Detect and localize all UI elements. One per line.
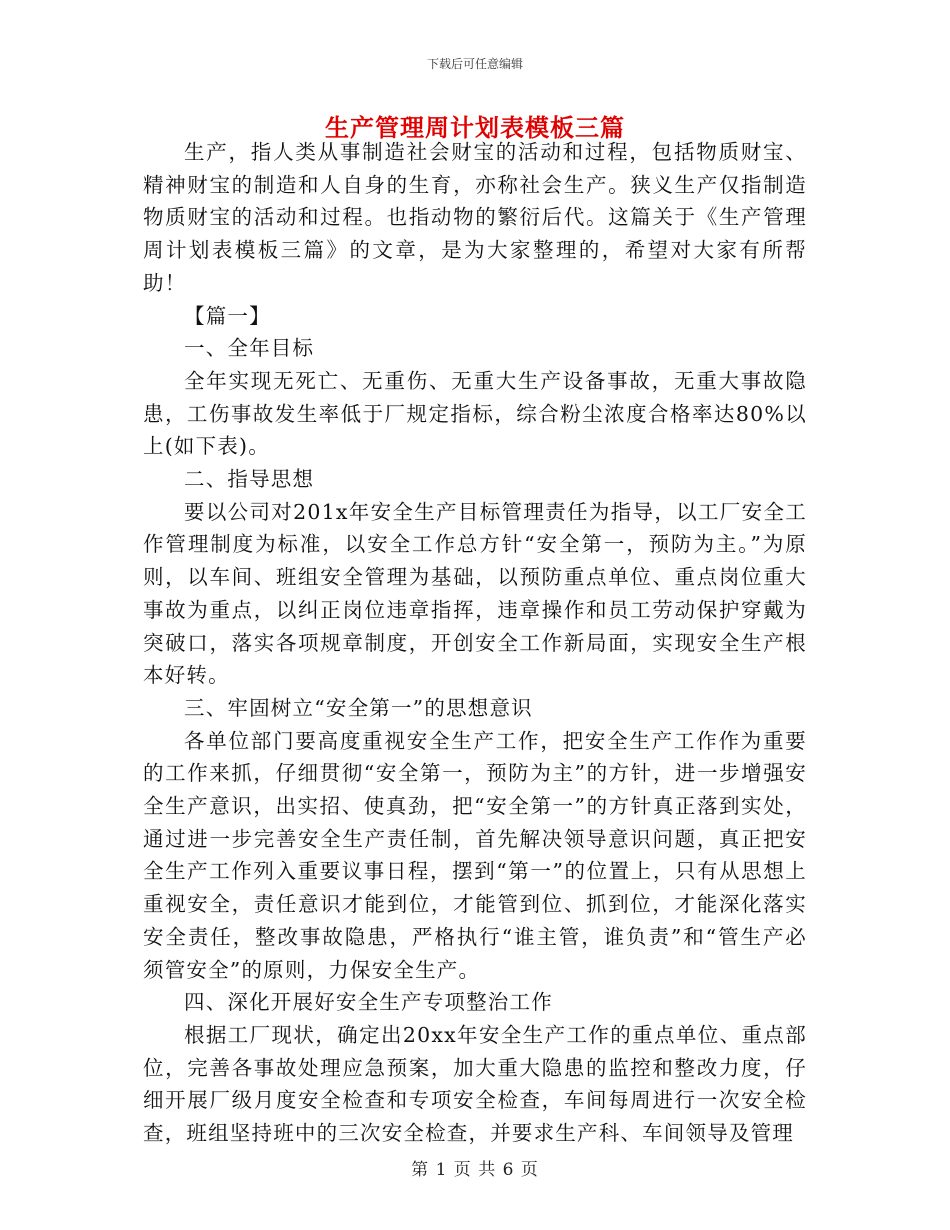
paragraph-special-rectification: 根据工厂现状，确定出20xx年安全生产工作的重点单位、重点部位，完善各事故处理应急预案，加大重大隐患的监控和整改力度，仔细开展厂级月度安全检查和专项安全检查，车间每周进行一次安全检查，班组坚持班中的三次安全检查，并要求生产科、车间领导及管理 bbox=[143, 1022, 807, 1146]
heading-guiding-idea: 二、指导思想 bbox=[184, 467, 315, 492]
heading-safety-awareness: 三、牢固树立“安全第一”的思想意识 bbox=[184, 695, 533, 720]
heading-special-rectification: 四、深化开展好安全生产专项整治工作 bbox=[184, 990, 553, 1015]
header-note: 下载后可任意编辑 bbox=[426, 57, 523, 71]
page-footer: 第 1 页 共 6 页 bbox=[411, 1160, 539, 1180]
paragraph-safety-awareness: 各单位部门要高度重视安全生产工作，把安全生产工作作为重要的工作来抓，仔细贯彻“安全第一，预防为主”的方针，进一步增强安全生产意识，出实招、使真劲，把“安全第一”的方针真正落到实处，通过进一步完善安全生产责任制，首先解决领导意识问题，真正把安全生产工作列入重要议事日程，摆到“第一”的位置上，只有从思想上重视安全，责任意识才能到位，才能管到位、抓到位，才能深化落实安全责任，整改事故隐患，严格执行“谁主管，谁负责”和“管生产必须管安全”的原则，力保安全生产。 bbox=[143, 728, 807, 982]
heading-annual-goal: 一、全年目标 bbox=[184, 336, 315, 361]
document-title: 生产管理周计划表模板三篇 bbox=[325, 113, 625, 142]
paragraph-annual-goal: 全年实现无死亡、无重伤、无重大生产设备事故，无重大事故隐患，工伤事故发生率低于厂规定指标，综合粉尘浓度合格率达80%以上(如下表)。 bbox=[143, 368, 807, 459]
paragraph-guiding-idea: 要以公司对201x年安全生产目标管理责任为指导，以工厂安全工作管理制度为标准，以安全工作总方针“安全第一，预防为主。”为原则，以车间、班组安全管理为基础，以预防重点单位、重点岗位重大事故为重点，以纠正岗位违章指挥，违章操作和员工劳动保护穿戴为突破口，落实各项规章制度，开创安全工作新局面，实现安全生产根本好转。 bbox=[143, 499, 807, 688]
intro-paragraph: 生产，指人类从事制造社会财宝的活动和过程，包括物质财宝、精神财宝的制造和人自身的生育，亦称社会生产。狭义生产仅指制造物质财宝的活动和过程。也指动物的繁衍后代。这篇关于《生产管理周计划表模板三篇》的文章，是为大家整理的，希望对大家有所帮助！ bbox=[143, 140, 807, 295]
document-body bbox=[143, 136, 807, 1150]
section-marker: 【篇一】 bbox=[184, 303, 271, 328]
